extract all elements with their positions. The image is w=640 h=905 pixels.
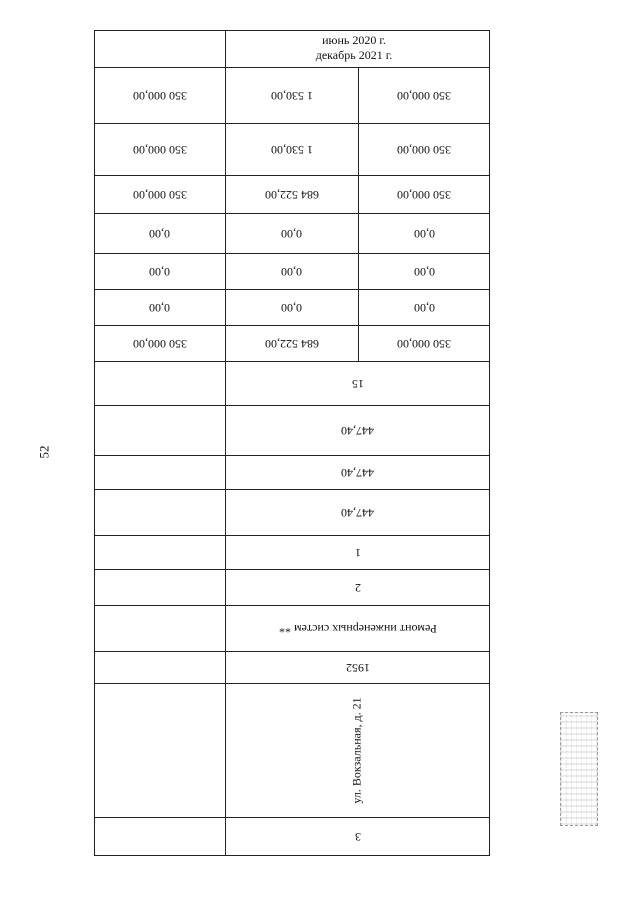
- header-line-1: декабрь 2021 г.: [315, 48, 393, 62]
- table-cell: 1952: [345, 661, 370, 675]
- table-row: [94, 684, 490, 818]
- table-row: [94, 254, 490, 290]
- table-row: [94, 68, 490, 124]
- table-row: [94, 490, 490, 536]
- table-cell: 350 000,00: [132, 89, 187, 103]
- table-cell: 350 000,00: [132, 337, 187, 351]
- table-cell: 0,00: [413, 301, 435, 315]
- table-cell: 0,00: [149, 265, 170, 279]
- table-cell: 3: [354, 830, 361, 844]
- table-row: [94, 362, 490, 406]
- table-cell: 0,00: [281, 301, 302, 315]
- table-cell: 684 522,00: [264, 337, 319, 351]
- table-row: [94, 326, 490, 362]
- table-cell: 350 000,00: [397, 89, 451, 103]
- table-cell: 0,00: [413, 265, 435, 279]
- table-cell: 15: [351, 377, 364, 391]
- table-cell: 350 000,00: [397, 337, 451, 351]
- table-row: [94, 570, 490, 606]
- table-cell: Ремонт инженерных систем **: [278, 622, 437, 636]
- table-cell: 0,00: [281, 227, 302, 241]
- table-cell: 447,40: [341, 466, 374, 480]
- table-cell: 0,00: [149, 227, 170, 241]
- table-cell: 0,00: [281, 265, 302, 279]
- table-row: [94, 652, 490, 684]
- table-row: [94, 406, 490, 456]
- table-cell: 1 530,00: [270, 143, 313, 157]
- header-row: [94, 30, 490, 68]
- table-cell: 2: [354, 581, 361, 595]
- table-cell: 1 530,00: [270, 89, 313, 103]
- table-cell: 447,40: [341, 424, 374, 438]
- table-row: [94, 214, 490, 254]
- table-cell: 350 000,00: [397, 188, 451, 202]
- address-cell: ул. Вокзальная, д. 21: [350, 697, 364, 804]
- header-line-2: июнь 2020 г.: [322, 33, 386, 47]
- period-header: [224, 33, 484, 65]
- table-row: [94, 818, 490, 856]
- table-cell: 0,00: [149, 301, 170, 315]
- table-cell: 447,40: [341, 506, 374, 520]
- stamp-mark: [560, 712, 598, 826]
- table-cell: 350 000,00: [132, 188, 187, 202]
- table-row: [94, 290, 490, 326]
- rotated-table: [94, 30, 490, 856]
- page-number: 52: [36, 445, 52, 459]
- table-row: [94, 176, 490, 214]
- table-row: [94, 124, 490, 176]
- table-cell: 350 000,00: [397, 143, 451, 157]
- table-row: [94, 606, 490, 652]
- table-cell: 684 522,00: [264, 188, 319, 202]
- table-cell: 350 000,00: [132, 143, 187, 157]
- table-cell: 1: [354, 546, 361, 560]
- table-row: [94, 456, 490, 490]
- table-row: [94, 536, 490, 570]
- table-cell: 0,00: [413, 227, 435, 241]
